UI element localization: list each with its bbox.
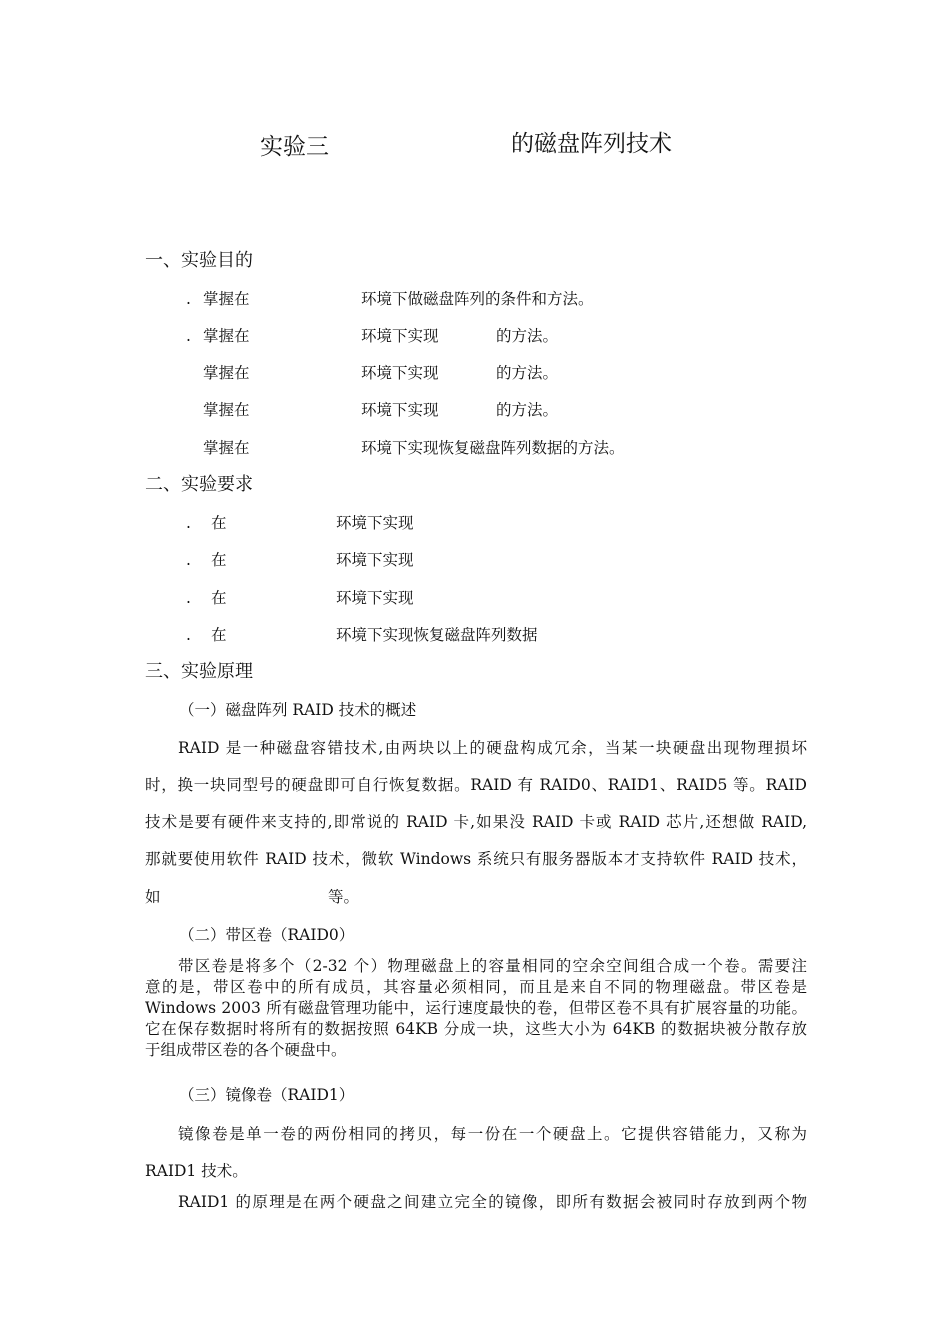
paragraph-line: 时，换一块同型号的硬盘即可自行恢复数据。RAID 有 RAID0、RAID1、RAID5 等。RAID	[145, 776, 807, 794]
objective-2-a: 掌握在	[203, 327, 250, 345]
paragraph-raid1	[145, 1127, 807, 1201]
requirement-1-a: 在	[211, 514, 227, 532]
section-heading-objectives: 一、实验目的	[145, 250, 253, 271]
objective-1-a: 掌握在	[203, 290, 250, 308]
objective-1-b: 环境下做磁盘阵列的条件和方法。	[361, 290, 594, 308]
requirement-4-num: .	[186, 626, 191, 644]
paragraph-line: 意的是，带区卷中的所有成员，其容量必须相同，而且是来自不同的物理磁盘。带区卷是	[145, 978, 807, 996]
paragraph-line: RAID1 技术。	[145, 1162, 248, 1180]
requirement-2-num: .	[186, 551, 191, 569]
paragraph-line-last-b: 等。	[328, 888, 360, 906]
subheading-raid1: （三）镜像卷（RAID1）	[179, 1086, 355, 1104]
paragraph-line: 技术是要有硬件来支持的,即常说的 RAID 卡,如果没 RAID 卡或 RAID 芯片,还想做 RAID,	[145, 813, 807, 831]
paragraph-line: RAID 是一种磁盘容错技术,由两块以上的硬盘构成冗余，当某一块硬盘出现物理损坏	[178, 739, 807, 757]
paragraph-line: RAID1 的原理是在两个硬盘之间建立完全的镜像，即所有数据会被同时存放到两个物	[178, 1193, 807, 1211]
objective-5-a: 掌握在	[203, 439, 250, 457]
requirement-1-b: 环境下实现	[336, 514, 414, 532]
paragraph-raid1-principle	[145, 1195, 807, 1211]
paragraph-raid0	[145, 959, 807, 1064]
paragraph-line: 于组成带区卷的各个硬盘中。	[145, 1041, 347, 1059]
objective-5-b: 环境下实现恢复磁盘阵列数据的方法。	[361, 439, 625, 457]
subheading-raid-overview: （一）磁盘阵列 RAID 技术的概述	[179, 701, 417, 719]
objective-3-c: 的方法。	[496, 364, 559, 382]
section-heading-requirements: 二、实验要求	[145, 474, 253, 495]
subheading-raid0: （二）带区卷（RAID0）	[179, 926, 355, 944]
paragraph-line-last-a: 如	[145, 888, 161, 906]
requirement-3-num: .	[186, 589, 191, 607]
requirement-2-a: 在	[211, 551, 227, 569]
objective-1-num: .	[186, 290, 191, 308]
paragraph-line: 那就要使用软件 RAID 技术，微软 Windows 系统只有服务器版本才支持软件 RAID 技术，	[145, 850, 807, 868]
section-heading-principles: 三、实验原理	[145, 661, 253, 682]
objective-3-b: 环境下实现	[361, 364, 439, 382]
doc-title-part2: 的磁盘阵列技术	[511, 131, 672, 157]
objective-4-a: 掌握在	[203, 401, 250, 419]
paragraph-line: 它在保存数据时将所有的数据按照 64KB 分成一块，这些大小为 64KB 的数据块被分散存放	[145, 1020, 807, 1038]
objective-2-num: .	[186, 327, 191, 345]
requirement-2-b: 环境下实现	[336, 551, 414, 569]
objective-2-c: 的方法。	[496, 327, 559, 345]
requirement-4-b: 环境下实现恢复磁盘阵列数据	[336, 626, 538, 644]
paragraph-line: Windows 2003 所有磁盘管理功能中，运行速度最快的卷，但带区卷不具有扩展容量的功能。	[145, 999, 807, 1017]
paragraph-line: 带区卷是将多个（2-32 个）物理磁盘上的容量相同的空余空间组合成一个卷。需要注	[178, 957, 807, 975]
objective-2-b: 环境下实现	[361, 327, 439, 345]
requirement-3-a: 在	[211, 589, 227, 607]
requirement-3-b: 环境下实现	[336, 589, 414, 607]
objective-4-b: 环境下实现	[361, 401, 439, 419]
objective-3-a: 掌握在	[203, 364, 250, 382]
paragraph-line: 镜像卷是单一卷的两份相同的拷贝，每一份在一个硬盘上。它提供容错能力，又称为	[178, 1125, 807, 1143]
requirement-4-a: 在	[211, 626, 227, 644]
requirement-1-num: .	[186, 514, 191, 532]
doc-title-part1: 实验三	[260, 134, 329, 160]
objective-4-c: 的方法。	[496, 401, 559, 419]
paragraph-raid-overview	[145, 741, 807, 889]
